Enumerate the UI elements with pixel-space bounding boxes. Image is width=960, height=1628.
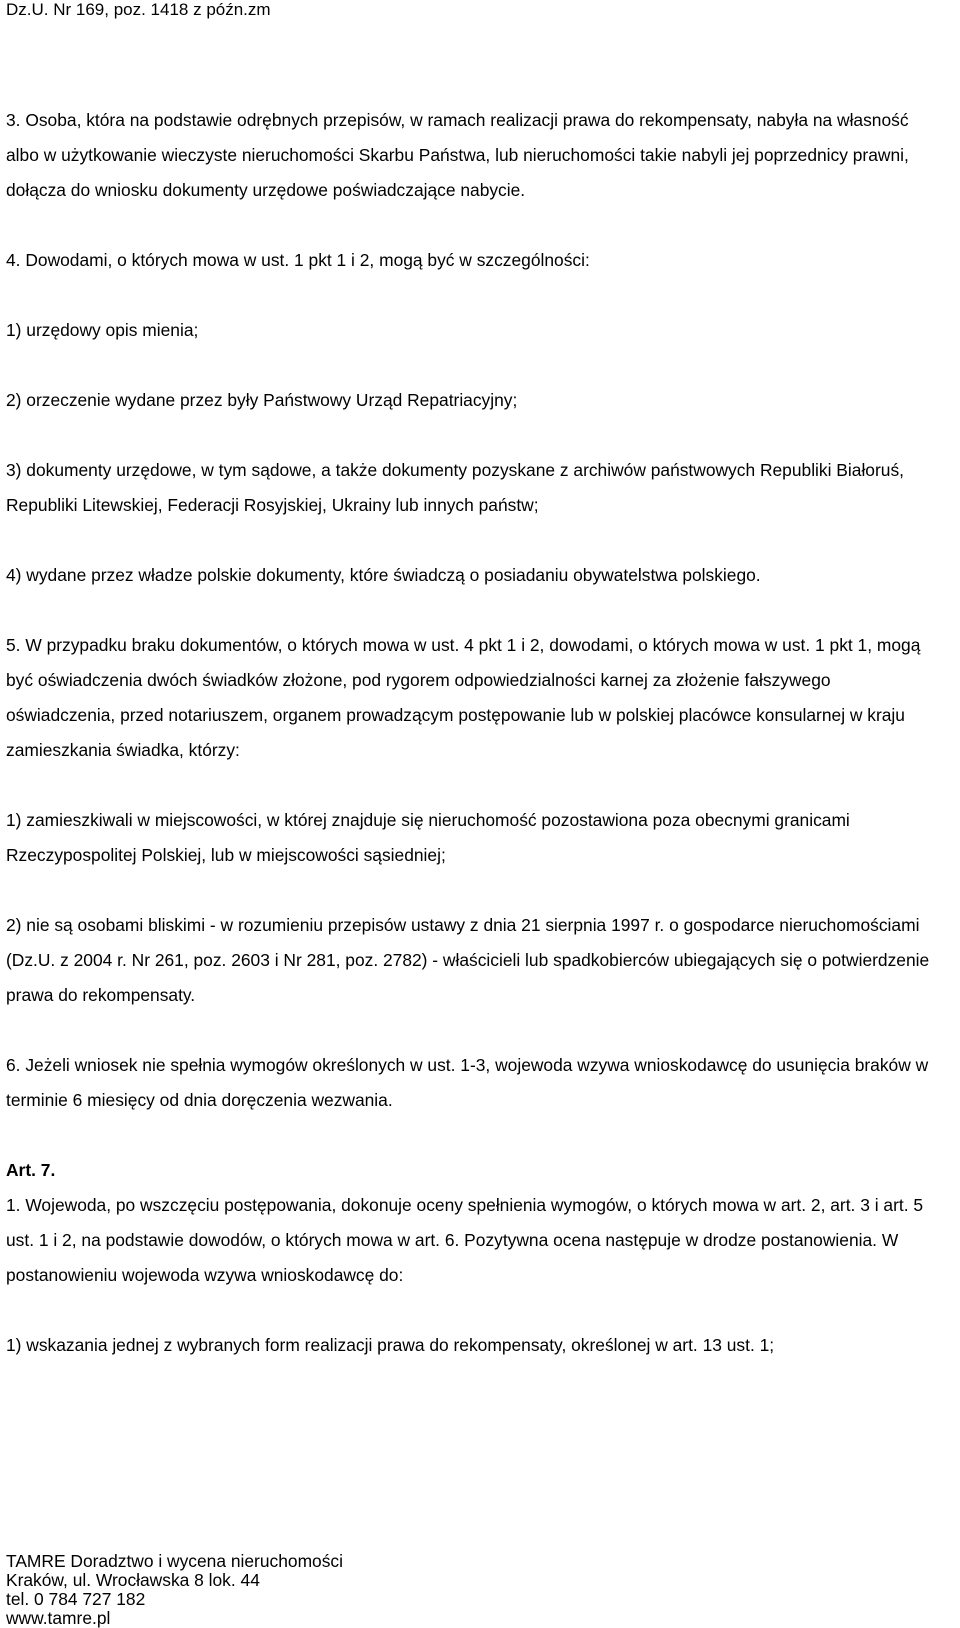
footer-address: Kraków, ul. Wrocławska 8 lok. 44 xyxy=(6,1570,260,1590)
footer-website: www.tamre.pl xyxy=(6,1608,111,1628)
paragraph-5-item-2: 2) nie są osobami bliskimi - w rozumieniu przepisów ustawy z dnia 21 sierpnia 1997 r. o gospodarce nieruchomościami (Dz.U. z 2004 r. Nr 261, poz. 2603 i Nr 281, poz. 2782) - właścicieli lub spadkobierców ubiegających się o potwierdzenie prawa do rekompensaty. xyxy=(6,915,930,1005)
paragraph-5: 5. W przypadku braku dokumentów, o których mowa w ust. 4 pkt 1 i 2, dowodami, o których mowa w ust. 1 pkt 1, mogą być oświadczenia dwóch świadków złożone, pod rygorem odpowiedzialności karnej za złożenie fałszywego oświadczenia, przed notariuszem, organem prowadzącym postępowanie lub w polskiej placówce konsularnej w kraju zamieszkania świadka, którzy: xyxy=(6,635,921,760)
paragraph-4-item-1: 1) urzędowy opis mienia; xyxy=(6,320,199,340)
journal-reference: Dz.U. Nr 169, poz. 1418 z późn.zm xyxy=(6,0,271,19)
article-7-paragraph-1: 1. Wojewoda, po wszczęciu postępowania, dokonuje oceny spełnienia wymogów, o których mowa w art. 2, art. 3 i art. 5 ust. 1 i 2, na podstawie dowodów, o których mowa w art. 6. Pozytywna ocena następuje w drodze postanowienia. W postanowieniu wojewoda wzywa wnioskodawcę do: xyxy=(6,1195,924,1285)
footer-phone: tel. 0 784 727 182 xyxy=(6,1589,146,1609)
article-7-item-1: 1) wskazania jednej z wybranych form realizacji prawa do rekompensaty, określonej w art. 13 ust. 1; xyxy=(6,1335,775,1355)
document-footer xyxy=(6,1552,343,1628)
paragraph-6: 6. Jeżeli wniosek nie spełnia wymogów określonych w ust. 1-3, wojewoda wzywa wnioskodawcę do usunięcia braków w terminie 6 miesięcy od dnia doręczenia wezwania. xyxy=(6,1055,929,1110)
paragraph-4: 4. Dowodami, o których mowa w ust. 1 pkt 1 i 2, mogą być w szczególności: xyxy=(6,250,590,270)
paragraph-4-item-3: 3) dokumenty urzędowe, w tym sądowe, a także dokumenty pozyskane z archiwów państwowych Republiki Białoruś, Republiki Litewskiej, Federacji Rosyjskiej, Ukrainy lub innych państw; xyxy=(6,460,904,515)
document-body xyxy=(6,103,936,1363)
footer-company: TAMRE Doradztwo i wycena nieruchomości xyxy=(6,1551,343,1571)
article-7-heading: Art. 7. xyxy=(6,1160,56,1180)
paragraph-4-item-2: 2) orzeczenie wydane przez były Państwowy Urząd Repatriacyjny; xyxy=(6,390,518,410)
paragraph-3: 3. Osoba, która na podstawie odrębnych przepisów, w ramach realizacji prawa do rekompensaty, nabyła na własność albo w użytkowanie wieczyste nieruchomości Skarbu Państwa, lub nieruchomości takie nabyli jej poprzednicy prawni, dołącza do wniosku dokumenty urzędowe poświadczające nabycie. xyxy=(6,110,909,200)
paragraph-5-item-1: 1) zamieszkiwali w miejscowości, w której znajduje się nieruchomość pozostawiona poza obecnymi granicami Rzeczypospolitej Polskiej, lub w miejscowości sąsiedniej; xyxy=(6,810,850,865)
paragraph-4-item-4: 4) wydane przez władze polskie dokumenty, które świadczą o posiadaniu obywatelstwa polskiego. xyxy=(6,565,761,585)
document-header xyxy=(6,0,271,20)
